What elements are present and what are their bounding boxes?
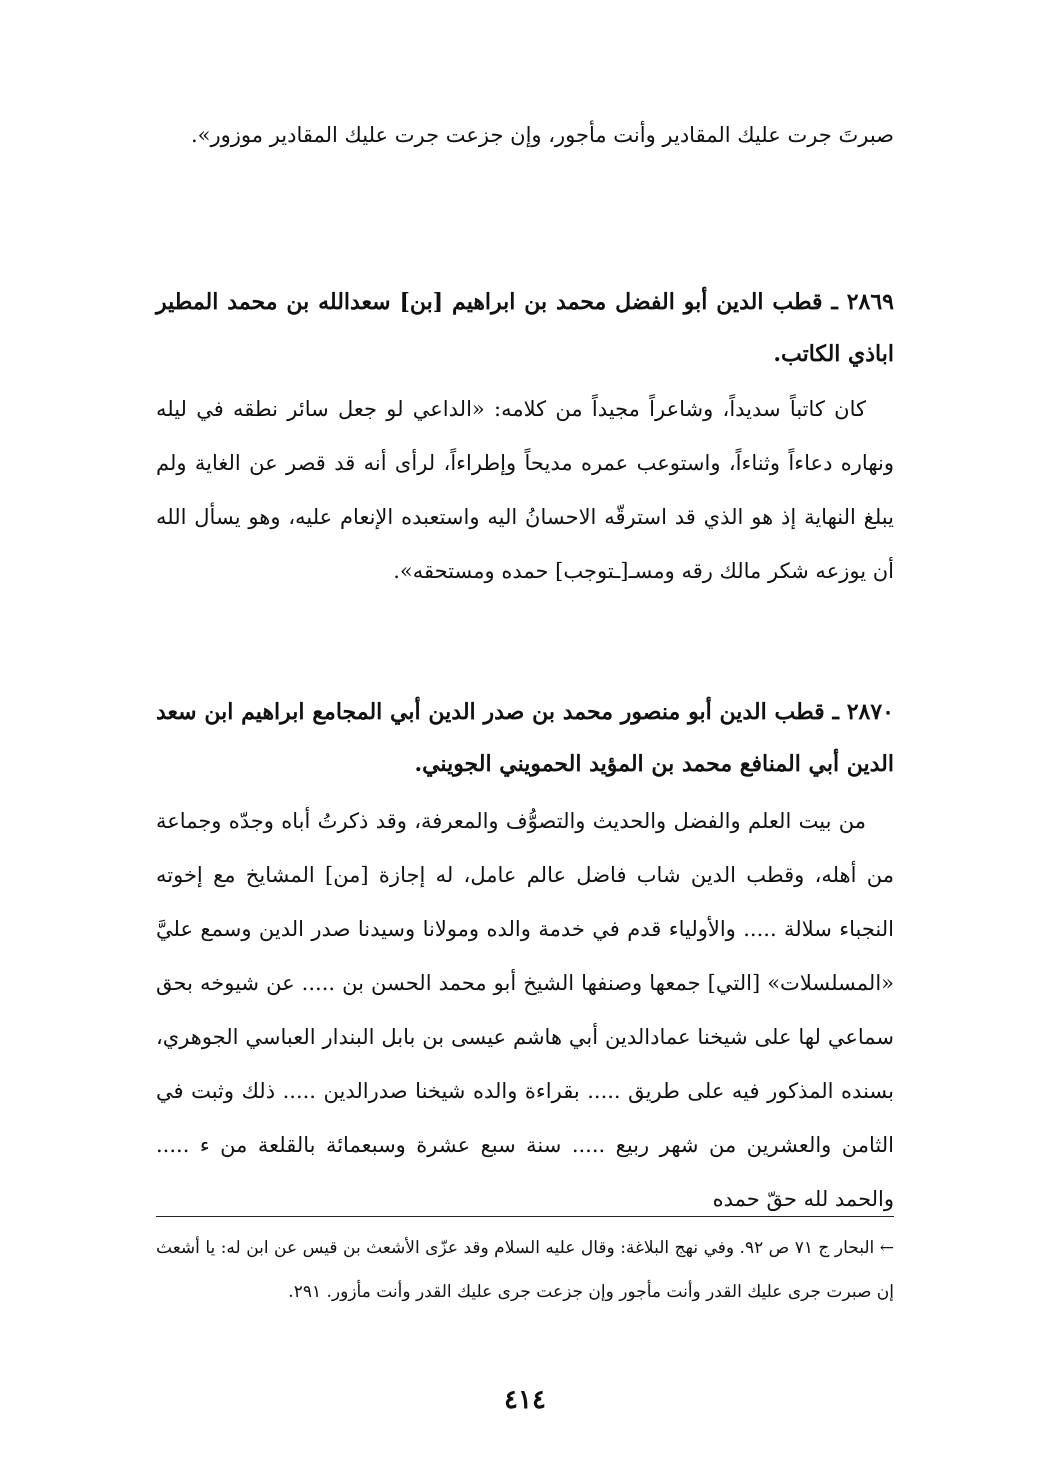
page-number: ٤١٤ <box>504 1385 546 1415</box>
entry-number: ٢٨٦٩ ـ <box>831 289 894 315</box>
continuation-paragraph: صبرتَ جرت عليك المقادير وأنت مأجور، وإن جزعت جرت عليك المقادير موزور». <box>190 123 894 147</box>
entry-heading-2869 <box>156 276 894 380</box>
entry-number: ٢٨٧٠ ـ <box>832 699 894 725</box>
entry-body-2870: من بيت العلم والفضل والحديث والتصوُّف والمعرفة، وقد ذكرتُ أباه وجدّه وجماعة من أهله، وقطب الدين شاب فاضل عالم عامل، له إجازة [من] المشايخ مع إخوته النجباء سلالة ..... والأولياء قدم في خدمة والده ومولانا وسيدنا صدر الدين وسمع عليَّ «المسلسلات» [التي] جمعها وصنفها الشيخ أبو محمد الحسن بن ..... عن شيوخه بحق سماعي لها على شيخنا عمادالدين أبي هاشم عيسى بن بابل البندار العباسي الجوهري، بسنده المذكور فيه على طريق ..... بقراءة والده شيخنا صدرالدين ..... ذلك وثبت في الثامن والعشرين من شهر ربيع ..... سنة سبع عشرة وسبعمائة بالقلعة من ء ..... والحمد لله حقّ حمده <box>156 809 894 1211</box>
footnote-divider <box>156 1216 894 1217</box>
footnote: ← البحار ج ٧١ ص ٩٢. وفي نهج البلاغة: وقال عليه السلام وقد عزّى الأشعث بن قيس عن ابن له: يا أشعث إن صبرت جرى عليك القدر وأنت مأجور وإن جزعت جرى عليك القدر وأنت مأزور. ٢٩١. <box>156 1238 894 1302</box>
entry-heading-2870 <box>156 686 894 790</box>
entry-title: قطب الدين أبو منصور محمد بن صدر الدين أبي المجامع ابراهيم ابن سعد الدين أبي المنافع محمد بن المؤيد الحمويني الجويني. <box>156 699 894 777</box>
entry-title: قطب الدين أبو الفضل محمد بن ابراهيم [بن] سعدالله بن محمد المطير اباذي الكاتب. <box>156 289 894 367</box>
entry-body-2869: كان كاتباً سديداً، وشاعراً مجيداً من كلامه: «الداعي لو جعل سائر نطقه في ليله ونهاره دعاءاً وثناءاً، واستوعب عمره مديحاً وإطراءاً، لرأى أنه قد قصر عن الغاية ولم يبلغ النهاية إذ هو الذي قد استرقّه الاحسانُ اليه واستعبده الإنعام عليه، وهو يسأل الله أن يوزعه شكر مالك رقه ومسـ[ـتوجب] حمده ومستحقه». <box>156 397 894 583</box>
